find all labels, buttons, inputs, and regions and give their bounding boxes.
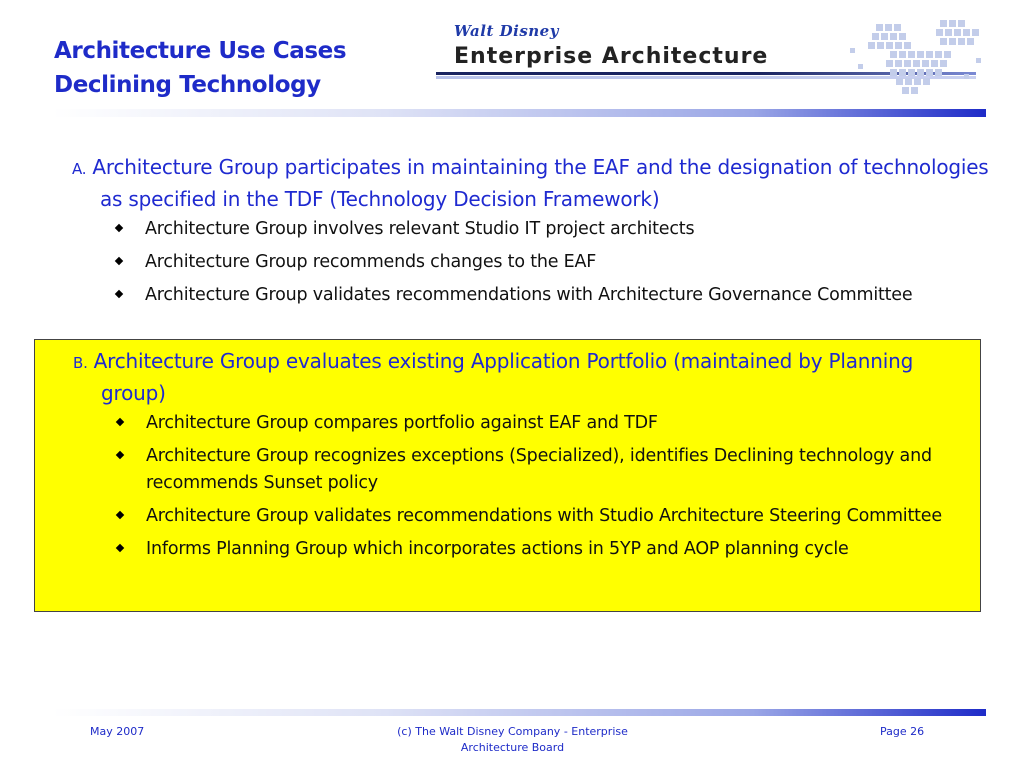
section-b-list [61, 410, 981, 563]
footer-copyright: (c) The Walt Disney Company - Enterprise Architecture Board [397, 725, 628, 754]
list-item [60, 249, 990, 276]
section-a-text: Architecture Group participates in maintaining the EAF and the designation of technologies as specified in the TDF (Technology Decision Framework) [92, 155, 989, 211]
list-item [61, 410, 981, 437]
section-b-text: Architecture Group evaluates existing Application Portfolio (maintained by Planning group) [93, 349, 914, 405]
list-item-text: Architecture Group recognizes exceptions (Specialized), identifies Declining technology and recommends Sunset policy [146, 446, 932, 493]
mouse-ears-graphic [836, 18, 986, 108]
list-item [60, 282, 990, 309]
diamond-bullet-icon [116, 418, 124, 426]
section-a-list [60, 216, 990, 309]
slide-title [54, 34, 346, 102]
diamond-bullet-icon [116, 451, 124, 459]
list-item [60, 216, 990, 243]
brand-header [436, 18, 996, 110]
list-item-text: Architecture Group validates recommendations with Architecture Governance Committee [145, 285, 913, 305]
title-line-2: Declining Technology [54, 72, 321, 98]
section-a-marker: A. [72, 160, 87, 178]
list-item-text: Architecture Group involves relevant Studio IT project architects [145, 219, 695, 239]
diamond-bullet-icon [116, 511, 124, 519]
walt-disney-logo: Walt Disney [454, 22, 559, 40]
section-b-marker: B. [73, 354, 88, 372]
list-item-text: Informs Planning Group which incorporates actions in 5YP and AOP planning cycle [146, 539, 849, 559]
list-item [61, 536, 981, 563]
section-b-highlight-box [34, 339, 981, 612]
list-item [61, 443, 981, 497]
diamond-bullet-icon [116, 544, 124, 552]
section-a-heading [60, 152, 990, 214]
section-a [60, 152, 990, 315]
diamond-bullet-icon [115, 224, 123, 232]
dot-grid [850, 20, 981, 94]
footer-page-number: Page 26 [880, 725, 925, 738]
footer-date: May 2007 [90, 725, 145, 738]
list-item [61, 503, 981, 530]
diamond-bullet-icon [115, 257, 123, 265]
list-item-text: Architecture Group recommends changes to the EAF [145, 252, 597, 272]
footer-divider [52, 709, 986, 716]
section-b-heading [61, 346, 981, 408]
brand-name: Enterprise Architecture [454, 44, 769, 69]
title-line-1: Architecture Use Cases [54, 38, 347, 64]
diamond-bullet-icon [115, 290, 123, 298]
top-divider [52, 109, 986, 117]
list-item-text: Architecture Group compares portfolio against EAF and TDF [146, 413, 658, 433]
section-b [61, 346, 981, 569]
list-item-text: Architecture Group validates recommendations with Studio Architecture Steering Committee [146, 506, 942, 526]
